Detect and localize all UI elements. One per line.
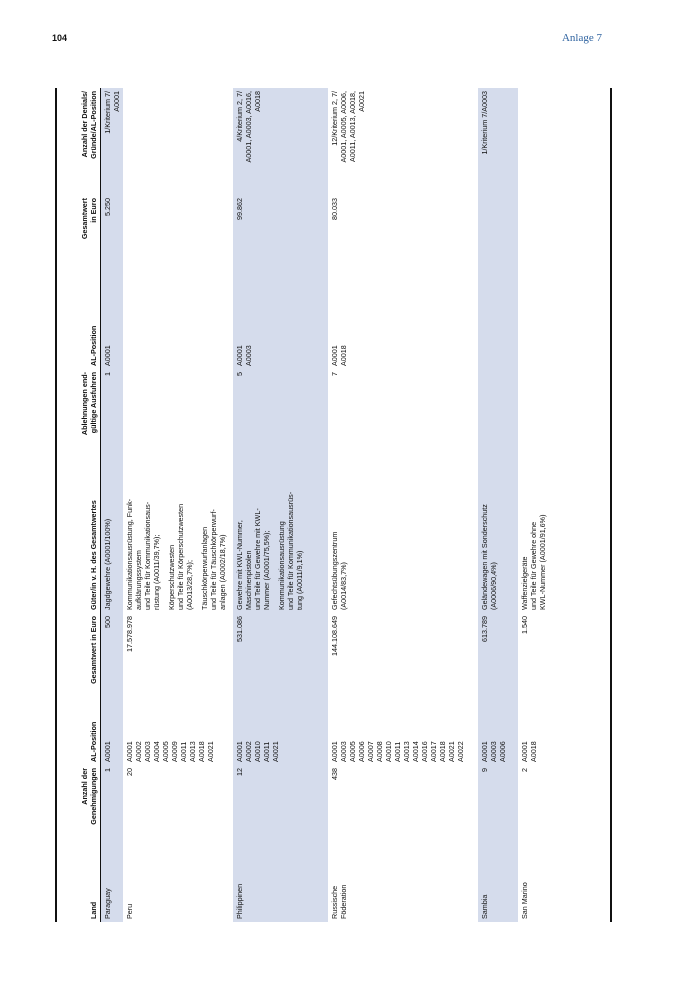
table-row <box>101 88 124 922</box>
cell-gesamtwert-2-text: 80.033 <box>330 198 339 220</box>
cell-gueter <box>123 461 233 613</box>
cell-ablehnungen <box>518 369 578 461</box>
table-body <box>101 88 579 922</box>
table-row <box>478 88 518 922</box>
cell-al-position-2 <box>101 281 124 369</box>
cell-al-position <box>233 695 328 765</box>
cell-al-position-text: A0001 <box>103 741 112 762</box>
cell-denials-text: 12/Kriterium 2, 7/ A0001, A0005, A0006, A0011, A0013, A0018, A0021 <box>330 91 366 163</box>
cell-land-text: San Marino <box>520 882 529 919</box>
cell-denials-text: 1/Kriterium 7/A0003 <box>480 91 489 155</box>
gueter-entry: Körperschutzwesten und Teile für Körperschutzwesten (A0013/28,7%); <box>167 503 194 610</box>
cell-al-position <box>101 695 124 765</box>
cell-denials-text: 1/Kriterium 7/ A0001 <box>103 91 121 134</box>
cell-al-position-text: A0001 A0018 <box>520 741 538 762</box>
page-number: 104 <box>52 33 68 43</box>
cell-gesamtwert <box>233 613 328 695</box>
cell-al-position-text: A0001 A0003 A0006 <box>480 741 507 762</box>
table-row <box>518 88 578 922</box>
cell-gesamtwert-2-text: 99.862 <box>235 198 244 220</box>
cell-al-position-2-text: A0001 <box>103 345 112 366</box>
table-top-rule <box>55 88 57 922</box>
cell-land-text: Paraguay <box>103 888 112 919</box>
cell-gesamtwert <box>101 613 124 695</box>
cell-denials-text: 4/Kriterium 2, 7/ A0001, A0003, A0016, A0018 <box>235 91 262 163</box>
cell-land <box>101 842 124 922</box>
cell-gesamtwert-text: 531.086 <box>235 616 244 642</box>
table-bottom-rule <box>610 88 612 922</box>
cell-denials <box>478 88 518 195</box>
cell-land <box>478 842 518 922</box>
cell-anzahl-text: 1 <box>103 768 112 772</box>
cell-gesamtwert-2 <box>478 195 518 281</box>
cell-ablehnungen <box>101 369 124 461</box>
table-row <box>328 88 478 922</box>
rotated-table-container <box>55 88 612 922</box>
cell-anzahl <box>233 765 328 842</box>
cell-anzahl <box>478 765 518 842</box>
gueter-entry: Gefechtsübungszentrum (A0014/83,7%) <box>330 531 348 610</box>
cell-land <box>328 842 478 922</box>
cell-ablehnungen <box>233 369 328 461</box>
cell-gesamtwert <box>478 613 518 695</box>
cell-ablehnungen-text: 7 <box>330 372 339 376</box>
cell-anzahl <box>101 765 124 842</box>
gueter-entry: Kommunikationsausrüstung und Teile für Kommunikationsausrüs- tung (A0011/9,1%) <box>277 491 304 610</box>
cell-gesamtwert-2-text: 5.250 <box>103 198 112 216</box>
cell-gueter <box>328 461 478 613</box>
header-gesamtwert-2: Gesamtwert in Euro <box>58 195 101 281</box>
cell-gesamtwert-2 <box>101 195 124 281</box>
cell-gesamtwert-2 <box>123 195 233 281</box>
cell-denials <box>518 88 578 195</box>
cell-al-position <box>123 695 233 765</box>
cell-gueter <box>101 461 124 613</box>
cell-anzahl <box>518 765 578 842</box>
cell-gesamtwert-text: 1.540 <box>520 616 529 634</box>
cell-gesamtwert-2 <box>518 195 578 281</box>
cell-land <box>233 842 328 922</box>
appendix-label: Anlage 7 <box>561 32 602 44</box>
cell-land-text: Russische Föderation <box>330 884 348 919</box>
header-gueter: Güter/in v. H. des Gesamtwertes <box>58 461 101 613</box>
cell-gesamtwert-2 <box>328 195 478 281</box>
cell-anzahl-text: 438 <box>330 768 339 780</box>
cell-denials <box>101 88 124 195</box>
header-gesamtwert: Gesamtwert in Euro <box>58 613 101 695</box>
cell-al-position <box>518 695 578 765</box>
cell-land-text: Philippinen <box>235 883 244 919</box>
header-denials: Anzahl der Denials/ Gründe/AL-Position <box>58 88 101 195</box>
cell-gueter <box>478 461 518 613</box>
cell-gesamtwert-text: 500 <box>103 616 112 628</box>
cell-land-text: Sambia <box>480 894 489 919</box>
cell-denials <box>233 88 328 195</box>
gueter-entry: Geländewagen mit Sonderschutz (A0006/90,4%) <box>480 504 498 610</box>
cell-gesamtwert <box>328 613 478 695</box>
cell-land-text: Peru <box>125 903 134 919</box>
cell-al-position-text: A0001 A0003 A0005 A0006 A0007 A0008 A0010 A0011 A0013 A0014 A0016 A0017 A0018 A0021 A0022 <box>330 741 465 762</box>
cell-ablehnungen-text: 1 <box>103 372 112 376</box>
cell-gueter <box>518 461 578 613</box>
cell-gesamtwert-text: 17.578.978 <box>125 616 134 652</box>
cell-al-position-text: A0001 A0002 A0003 A0004 A0005 A0009 A0011 A0013 A0018 A0021 <box>125 741 215 762</box>
cell-gesamtwert-text: 613.789 <box>480 616 489 642</box>
table-row <box>123 88 233 922</box>
cell-gueter <box>233 461 328 613</box>
cell-gesamtwert-text: 144.108.649 <box>330 616 339 656</box>
gueter-entry: Gewehre mit KWL-Nummer, Maschinenpistolen und Teile für Gewehre mit KWL- Nummer (A0001/75,5%); <box>235 508 271 610</box>
cell-denials <box>328 88 478 195</box>
table-header-row <box>58 88 101 922</box>
cell-al-position-text: A0001 A0002 A0010 A0011 A0021 <box>235 741 280 762</box>
cell-land <box>123 842 233 922</box>
cell-ablehnungen <box>478 369 518 461</box>
cell-ablehnungen <box>123 369 233 461</box>
export-table <box>58 88 578 922</box>
cell-al-position <box>328 695 478 765</box>
cell-land <box>518 842 578 922</box>
cell-al-position-2 <box>233 281 328 369</box>
cell-anzahl-text: 12 <box>235 768 244 776</box>
header-al-position-2: AL-Position <box>58 281 101 369</box>
cell-anzahl <box>123 765 233 842</box>
cell-ablehnungen-text: 5 <box>235 372 244 376</box>
cell-gesamtwert-2 <box>233 195 328 281</box>
cell-anzahl-text: 9 <box>480 768 489 772</box>
cell-anzahl <box>328 765 478 842</box>
cell-anzahl-text: 20 <box>125 768 134 776</box>
cell-gesamtwert <box>123 613 233 695</box>
gueter-entry: Kommunikationsausrüstung, Funk- aufklärungssystem und Teile für Kommunikationsaus- rüstung (A0011/39,7%); <box>125 498 161 610</box>
cell-al-position-2-text: A0001 A0018 <box>330 345 348 366</box>
table-row <box>233 88 328 922</box>
cell-gesamtwert <box>518 613 578 695</box>
header-anzahl: Anzahl der Genehmigungen <box>58 765 101 842</box>
gueter-entry: Täuschkörperwurfanlagen und Teile für Täuschkörperwurf- anlagen (A0002/18,7%) <box>200 509 227 610</box>
cell-al-position-2 <box>518 281 578 369</box>
header-ablehnungen: Ablehnungen end- gültige Ausfuhren <box>58 369 101 461</box>
cell-al-position-2 <box>123 281 233 369</box>
header-al-position: AL-Position <box>58 695 101 765</box>
cell-anzahl-text: 2 <box>520 768 529 772</box>
cell-ablehnungen <box>328 369 478 461</box>
gueter-entry: Waffenzielgeräte und Teile für Gewehre ohne KWL-Nummer (A0001/91,6%) <box>520 514 547 610</box>
cell-denials <box>123 88 233 195</box>
cell-al-position <box>478 695 518 765</box>
cell-al-position-2 <box>328 281 478 369</box>
gueter-entry: Jagdgewehre (A0001/100%) <box>103 518 112 610</box>
cell-al-position-2 <box>478 281 518 369</box>
header-land: Land <box>58 842 101 922</box>
cell-al-position-2-text: A0001 A0003 <box>235 345 253 366</box>
